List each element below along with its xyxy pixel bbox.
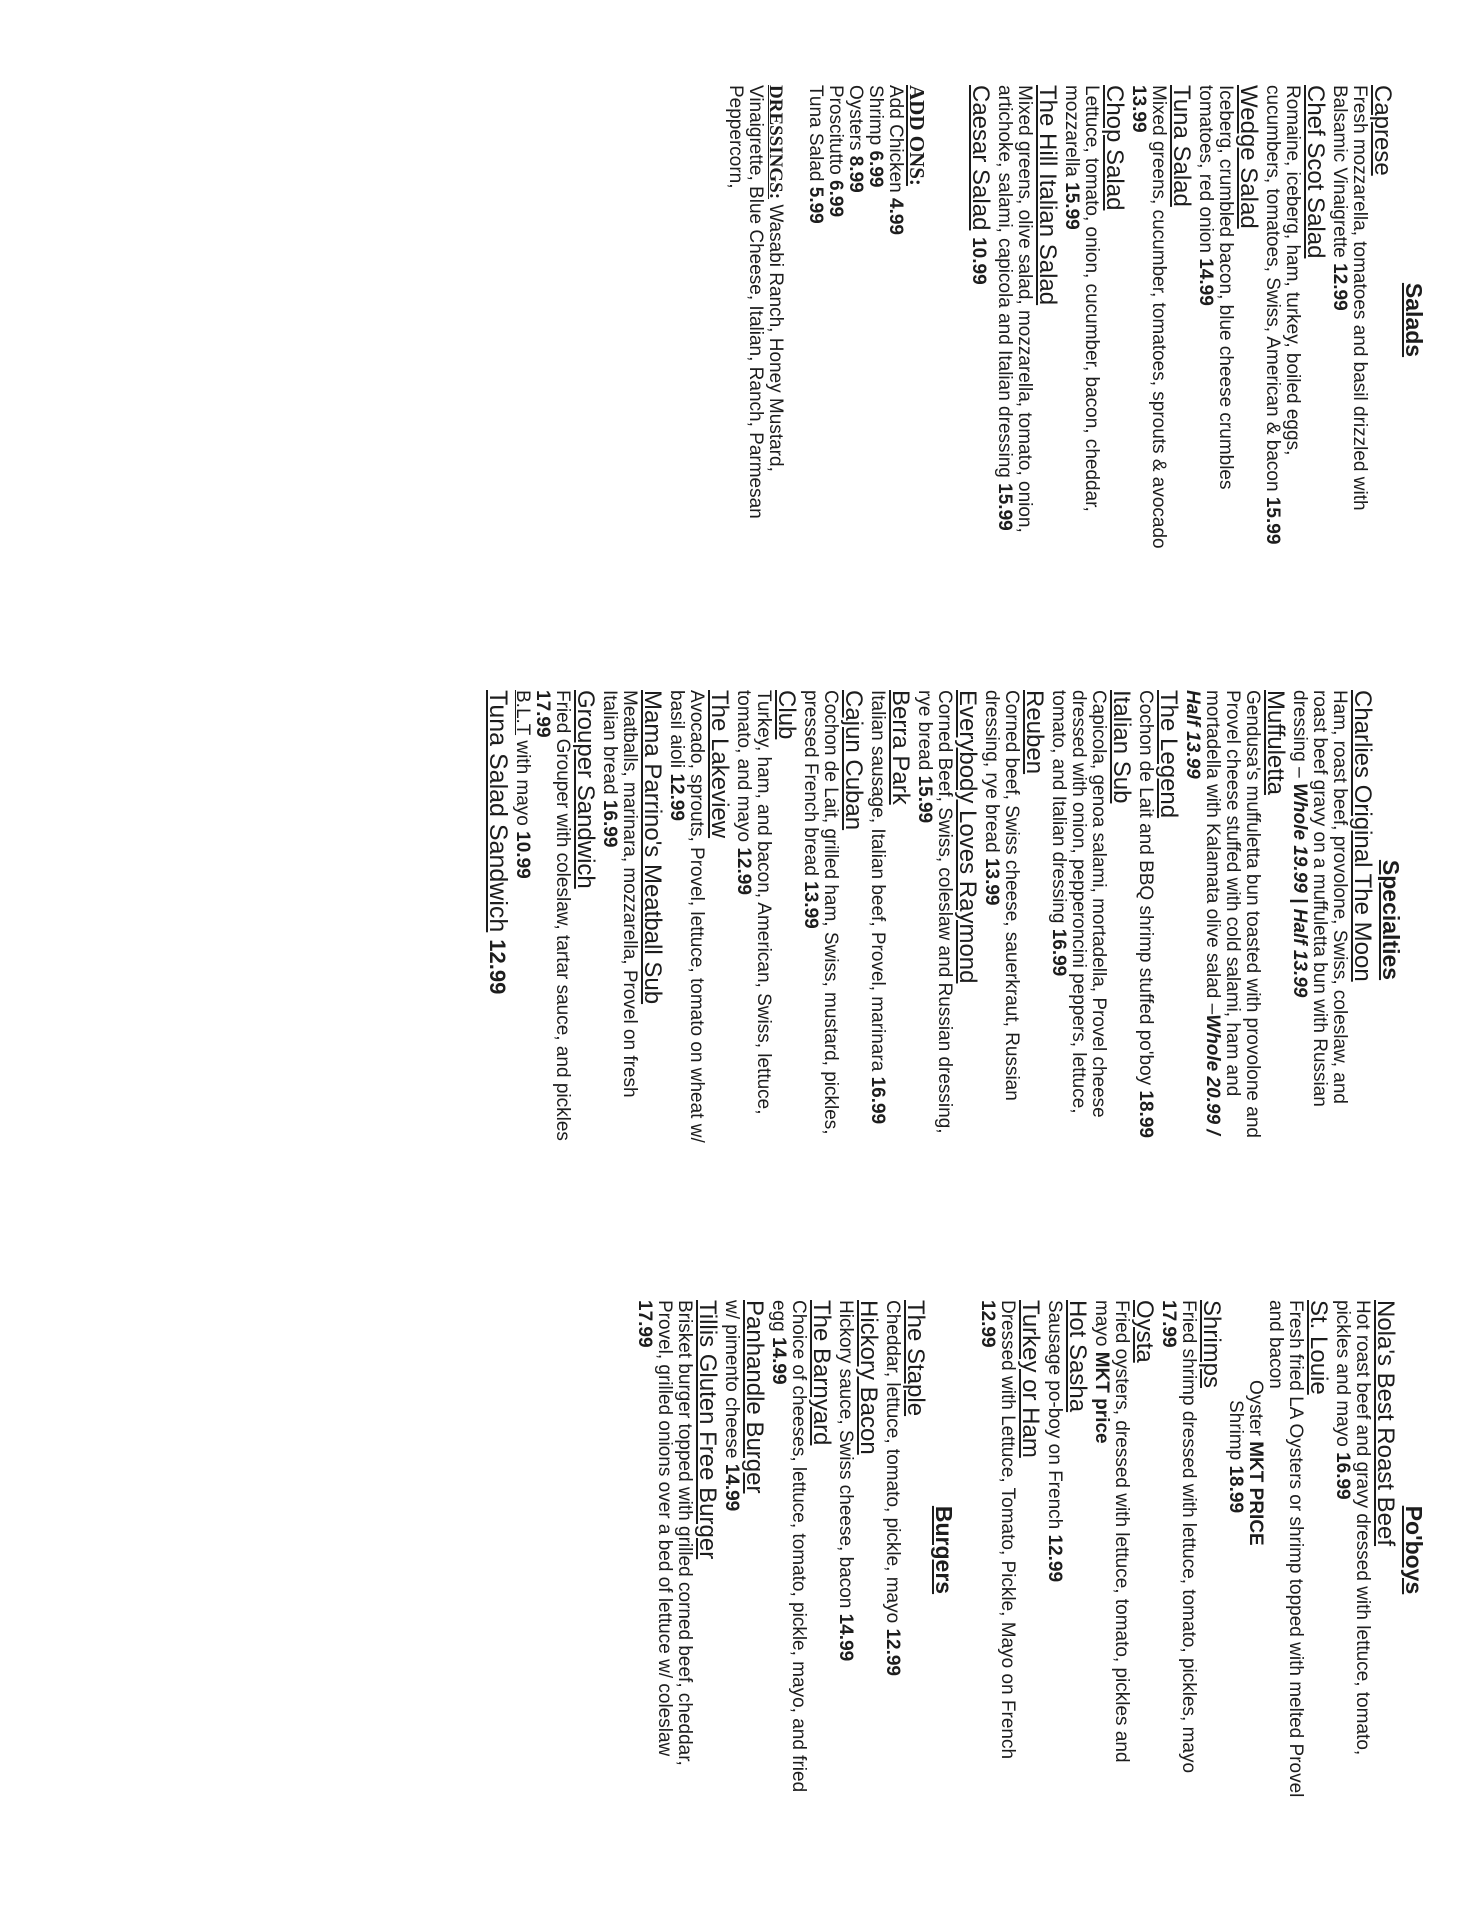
salads-heading: Salads: [1401, 282, 1427, 358]
item-name: The Lakeview: [706, 690, 733, 839]
menu-item: [981, 690, 1048, 1150]
item-desc: Italian sausage, Italian beef, Provel, marinara: [867, 690, 888, 1072]
item-desc: Capicola, genoa salami, mortadella, Provel cheese dressed with onion, pepperoncini peppers, lettuce, tomato, and Italian dressing: [1048, 690, 1109, 1118]
item-name: B.L.T: [512, 690, 533, 736]
item-name: Hot Sasha: [1064, 1300, 1091, 1413]
specialties-column: [483, 690, 1484, 1150]
item-name: Club: [773, 690, 800, 740]
item-name: Wedge Salad: [1235, 85, 1262, 229]
item-price: MKT price: [1091, 1351, 1112, 1444]
item-desc: Hot roast beef and gravy dressed with lettuce, tomato, pickles and mayo: [1332, 1300, 1373, 1756]
item-name: Cajun Cuban: [840, 690, 867, 831]
item-price: 14.99: [721, 1463, 742, 1512]
addon-label: Oysters: [845, 85, 866, 151]
addon-price: 8.99: [845, 155, 866, 193]
item-price: 15.99: [994, 483, 1015, 531]
item-desc: Lettuce, tomato, onion, cucumber, bacon, cheddar, mozzarella: [1061, 85, 1102, 512]
item-price: 12.99: [733, 847, 754, 895]
oyster-price: MKT PRICE: [1245, 1441, 1266, 1546]
item-price: 10.99: [512, 831, 533, 879]
item-price: 13.99: [981, 857, 1002, 906]
menu-item: [634, 1300, 721, 1800]
item-desc: Dressed with Lettuce, Tomato, Pickle, Mayo on French: [997, 1300, 1018, 1760]
item-desc: Fresh fried LA Oysters or shrimp topped with melted Provel and bacon: [1265, 1300, 1306, 1798]
item-desc: Corned Beef, Swiss, coleslaw and Russian dressing, rye bread: [914, 690, 955, 1134]
item-desc: Choice of cheeses, lettuce, tomato, pickle, mayo, and fried egg: [768, 1300, 809, 1793]
item-name: Turkey or Ham: [1017, 1300, 1044, 1458]
item-price: 16.99: [867, 1076, 888, 1125]
item-price: 17.99: [532, 690, 553, 738]
menu-item: [721, 1300, 768, 1800]
item-name: Reuben: [1021, 690, 1048, 775]
item-desc: Fried oysters, dressed with lettuce, tomato, pickles and mayo: [1091, 1300, 1132, 1763]
item-desc: Iceberg, crumbled bacon, blue cheese crumbles tomatoes, red onion: [1195, 85, 1236, 490]
menu-item: [994, 85, 1061, 555]
item-price: 15.99: [1262, 496, 1283, 545]
menu-item: [1061, 85, 1128, 555]
item-name: Chef Scot Salad: [1302, 85, 1329, 259]
item-desc: Romaine, iceberg, ham, turkey, boiled eggs, cucumbers, tomatoes, Swiss, American & bacon: [1262, 85, 1303, 492]
item-desc: Gendusa's muffuletta bun toasted with provolone and Provel cheese stuffed with cold salami, ham and mortadella with Kalamata olive salad –: [1202, 690, 1263, 1138]
item-desc: Turkey, ham, and bacon, American, Swiss, lettuce, tomato, and mayo: [733, 690, 774, 1115]
item-desc: Cochon de Lait, grilled ham, Swiss, mustard, pickles, pressed French bread: [800, 690, 841, 1135]
item-price: 12.99: [882, 1628, 903, 1676]
item-name: The Legend: [1155, 690, 1182, 819]
salads-column: [725, 85, 1484, 555]
item-desc: Fresh mozzarella, tomatoes and basil drizzled with Balsamic Vinaigrette: [1329, 85, 1370, 511]
item-desc: Fried Grouper with coleslaw, tartar sauce, and pickles: [552, 690, 573, 1141]
item-name: Nola's Best Roast Beef: [1372, 1300, 1399, 1547]
item-price: 10.99: [968, 237, 989, 285]
item-price: 15.99: [914, 775, 935, 824]
item-desc: Mixed greens, olive salad, mozzarella, tomato, onion, artichoke, salami, capicola and Italian dressing: [994, 85, 1035, 533]
item-price: 12.99: [666, 773, 687, 821]
menu-item: [835, 1300, 882, 1800]
item-price: Whole 19.99 | Half 13.99: [1289, 782, 1310, 998]
item-name: Panhandle Burger: [741, 1300, 768, 1494]
item-desc: Brisket burger topped with grilled corned beef, cheddar, Provel, grilled onions over a bed of lettuce w/ coleslaw: [654, 1300, 695, 1766]
addon-label: Shrimp: [865, 85, 886, 146]
addon-price: 4.99: [885, 198, 906, 235]
addon-label: Tuna Salad: [805, 85, 826, 182]
menu-item: [1182, 690, 1289, 1150]
item-desc: Hickory sauce, Swiss cheese, bacon: [835, 1300, 856, 1609]
menu-item: [666, 690, 733, 1150]
item-name: The Barnyard: [808, 1300, 835, 1446]
item-price: 12.99: [1044, 1534, 1065, 1583]
item-name: Italian Sub: [1108, 690, 1135, 804]
dressings-text: Wasabi Ranch, Honey Mustard, Vinaigrette, Blue Cheese, Italian, Ranch, Parmesan Peppercorn,: [725, 85, 786, 519]
item-name: Tuna Salad: [1168, 85, 1195, 207]
item-price: 18.99: [1135, 1090, 1156, 1138]
addons-block: [805, 85, 929, 555]
item-price: 17.99: [1158, 1300, 1179, 1348]
item-desc: Fried shrimp dressed with lettuce, tomato, pickles, mayo: [1178, 1300, 1199, 1774]
item-price: Whole 20.99 / Half 13.99: [1182, 690, 1223, 1135]
dressings-block: [725, 85, 785, 555]
item-name: The Hill Italian Salad: [1034, 85, 1061, 306]
item-desc: Avocado, sprouts, Provel, lettuce, tomato on wheat w/ basil aioli: [666, 690, 707, 1143]
shrimp-price: 18.99: [1225, 1465, 1246, 1514]
dressings-label: DRESSINGS:: [765, 85, 786, 200]
addon-label: Proscitutto: [825, 85, 846, 175]
menu-item: [977, 1300, 1044, 1800]
menu-item: [532, 690, 599, 1150]
item-name: The Staple: [902, 1300, 929, 1417]
menu-item: [1091, 1300, 1158, 1800]
menu-item: [1262, 85, 1329, 555]
item-name: Oysta: [1131, 1300, 1158, 1363]
item-name: Hickory Bacon: [855, 1300, 882, 1455]
menu-item: [967, 85, 994, 555]
item-name: Chop Salad: [1101, 85, 1128, 211]
item-price: 16.99: [599, 799, 620, 848]
item-price: 14.99: [1195, 258, 1216, 306]
item-name: Tuna Salad Sandwich: [484, 690, 512, 933]
item-price: 13.99: [800, 881, 821, 929]
item-desc: Sausage po-boy on French: [1044, 1300, 1065, 1530]
item-price: 17.99: [634, 1300, 655, 1348]
addon-price: 5.99: [805, 186, 826, 224]
addon-price: 6.99: [865, 150, 886, 188]
item-name: St. Louie: [1305, 1300, 1332, 1395]
addon-label: Add Chicken: [885, 85, 906, 193]
item-desc: w/ pimento cheese: [721, 1300, 742, 1459]
menu-item: [800, 690, 867, 1150]
menu-item: [1135, 690, 1182, 1150]
item-price: 14.99: [768, 1336, 789, 1385]
specialties-heading: Specialties: [1378, 859, 1404, 981]
item-price: 15.99: [1061, 182, 1082, 230]
item-price: 16.99: [1048, 928, 1069, 977]
menu-item: [1195, 85, 1262, 555]
burgers-heading: Burgers: [931, 1505, 957, 1595]
item-name: Shrimps: [1198, 1300, 1225, 1389]
poboys-column: [634, 1300, 1484, 1800]
menu-item: [768, 1300, 835, 1800]
item-name: Mama Parrino's Meatball Sub: [639, 690, 666, 1005]
item-desc: Cheddar, lettuce, tomato, pickle, mayo: [882, 1300, 903, 1624]
item-name: Everybody Loves Raymond: [954, 690, 981, 984]
item-price: 12.99: [485, 939, 510, 995]
item-name: Tillis Gluten Free Burger: [694, 1300, 721, 1560]
item-desc: Ham, roast beef, provolone, Swiss, coleslaw, and roast beef gravy on a muffuletta bun with Russian dressing –: [1289, 690, 1350, 1107]
menu-item: [1048, 690, 1135, 1150]
item-desc: Cochon de Lait and BBQ shrimp stuffed po'boy: [1135, 690, 1156, 1086]
menu-item: [1158, 1300, 1225, 1800]
item-price: 16.99: [1332, 1452, 1353, 1500]
menu-item: [733, 690, 800, 1150]
menu-item: [1128, 85, 1195, 555]
menu-item: [882, 1300, 929, 1800]
item-name: Muffuletta: [1262, 690, 1289, 795]
item-name: Caesar Salad: [967, 85, 994, 231]
item-name: Grouper Sandwich: [572, 690, 599, 889]
menu-item: [599, 690, 666, 1150]
menu-item: [1329, 85, 1396, 555]
item-name: Caprese: [1369, 85, 1396, 176]
item-price: 12.99: [977, 1300, 998, 1348]
addons-heading: ADD ONS:: [905, 85, 929, 186]
menu-item: [1289, 690, 1376, 1150]
oyster-label: Oyster: [1245, 1380, 1266, 1436]
menu-item: [1332, 1300, 1399, 1800]
item-desc: with mayo: [512, 735, 533, 826]
item-desc: Mixed greens, cucumber, tomatoes, sprouts & avocado: [1148, 85, 1169, 549]
menu-item: [914, 690, 981, 1150]
poboys-heading: Po'boys: [1401, 1505, 1427, 1595]
item-name: Charlies Original The Moon: [1349, 690, 1376, 982]
item-desc: Corned beef, Swiss cheese, sauerkraut, Russian dressing, rye bread: [981, 690, 1022, 1101]
item-name: Berra Park: [887, 690, 914, 805]
menu-item: [512, 690, 532, 1150]
item-price: 14.99: [835, 1613, 856, 1662]
menu-item: [483, 690, 512, 1150]
menu-item: [1044, 1300, 1091, 1800]
addon-price: 6.99: [825, 180, 846, 218]
shrimp-label: Shrimp: [1225, 1400, 1246, 1461]
item-desc: Meatballs, marinara, mozzarella, Provel on fresh Italian bread: [599, 690, 640, 1098]
menu-item: [867, 690, 914, 1150]
item-price: 13.99: [1128, 85, 1149, 133]
menu-item: [1225, 1300, 1332, 1800]
item-price: 12.99: [1329, 263, 1350, 311]
